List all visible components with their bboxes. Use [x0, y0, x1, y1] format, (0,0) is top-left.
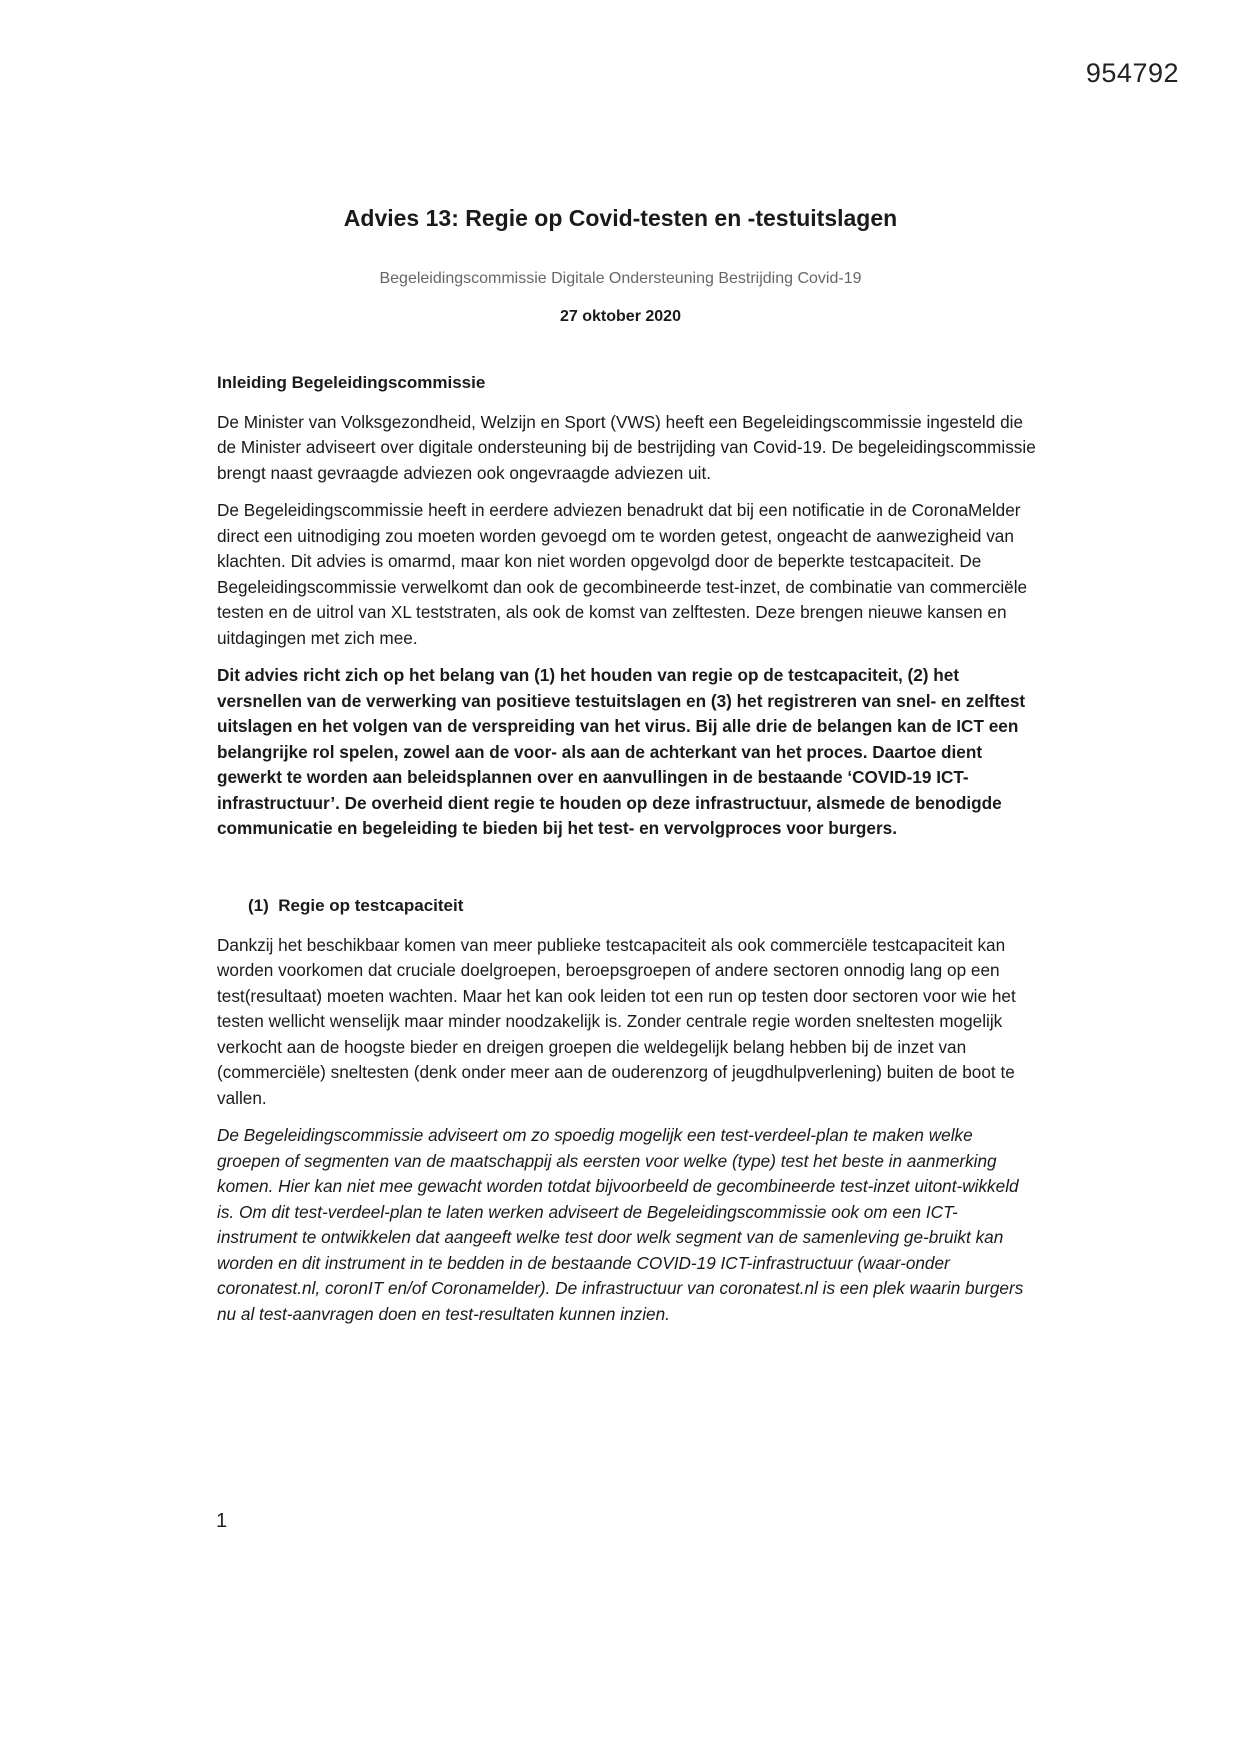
document-id: 954792	[1085, 58, 1179, 88]
page-number: 1	[216, 1510, 228, 1532]
section-1-number: (1)	[248, 896, 269, 915]
section-1	[217, 893, 1037, 1327]
document-date: 27 oktober 2020	[560, 308, 681, 325]
intro-section	[217, 370, 1037, 842]
page-title: Advies 13: Regie op Covid-testen en -testuitslagen	[343, 205, 898, 231]
intro-paragraph-bold: Dit advies richt zich op het belang van (1) het houden van regie op de testcapaciteit, (2) het versnellen van de verwerking van positieve testuitslagen en (3) het registreren van snel- en zelftest uitslagen en het volgen van de verspreiding van het virus. Bij alle drie de belangen kan de ICT een belangrijke rol spelen, zowel aan de voor- als aan de achterkant van het proces. Daartoe dient gewerkt te worden aan beleidsplannen over en aanvullingen in de bestaande ‘COVID-19 ICT-infrastructuur’. De overheid dient regie te houden op deze infrastructuur, alsmede de benodigde communicatie en begeleiding te bieden bij het test- en vervolgproces voor burgers.	[217, 665, 1026, 838]
subtitle: Begeleidingscommissie Digitale Ondersteuning Bestrijding Covid-19	[379, 270, 862, 287]
intro-paragraph-1: De Minister van Volksgezondheid, Welzijn en Sport (VWS) heeft een Begeleidingscommissie ingesteld die de Minister adviseert over digitale ondersteuning bij de bestrijding van Covid-19. De begeleidingscommissie brengt naast gevraagde adviezen ook ongevraagde adviezen uit.	[217, 411, 1036, 483]
section-1-title: Regie op testcapaciteit	[278, 896, 464, 915]
intro-paragraph-2: De Begeleidingscommissie heeft in eerdere adviezen benadrukt dat bij een notificatie in de CoronaMelder direct een uitnodiging zou moeten worden gevoegd om te worden getest, ongeacht de aanwezigheid van klachten. Dit advies is omarmd, maar kon niet worden opgevolgd door de beperkte testcapaciteit. De Begeleidingscommissie verwelkomt dan ook de gecombineerde test-inzet, de combinatie van commerciële testen en de uitrol van XL teststraten, als ook de komst van zelftesten. Deze brengen nieuwe kansen en uitdagingen met zich mee.	[217, 500, 1028, 648]
section-1-paragraph-italic: De Begeleidingscommissie adviseert om zo spoedig mogelijk een test-verdeel-plan te maken welke groepen of segmenten van de maatschappij als eersten voor welke (type) test het beste in aanmerking komen. Hier kan niet mee gewacht worden totdat bijvoorbeeld de gecombineerde test-inzet uitont-wikkeld is. Om dit test-verdeel-plan te laten werken adviseert de Begeleidingscommissie ook om een ICT-instrument te ontwikkelen dat aangeeft welke test door welk segment van de samenleving ge-bruikt kan worden en dit instrument in te bedden in de bestaande COVID-19 ICT-infrastructuur (waar-onder coronatest.nl, coronIT en/of Coronamelder). De infrastructuur van coronatest.nl is een plek waarin burgers nu al test-aanvragen doen en test-resultaten kunnen inzien.	[217, 1125, 1024, 1324]
intro-heading: Inleiding Begeleidingscommissie	[217, 373, 486, 392]
section-1-heading	[217, 893, 1037, 919]
section-1-paragraph-1: Dankzij het beschikbaar komen van meer publieke testcapaciteit als ook commerciële testcapaciteit kan worden voorkomen dat cruciale doelgroepen, beroepsgroepen of andere sectoren onnodig lang op een test(resultaat) moeten wachten. Maar het kan ook leiden tot een run op testen door sectoren voor wie het testen wellicht wenselijk maar minder noodzakelijk is. Zonder centrale regie worden sneltesten mogelijk verkocht aan de hoogste bieder en dreigen groepen die weldegelijk belang hebben bij de inzet van (commerciële) sneltesten (denk onder meer aan de ouderenzorg of jeugdhulpverlening) buiten de boot te vallen.	[217, 934, 1016, 1108]
